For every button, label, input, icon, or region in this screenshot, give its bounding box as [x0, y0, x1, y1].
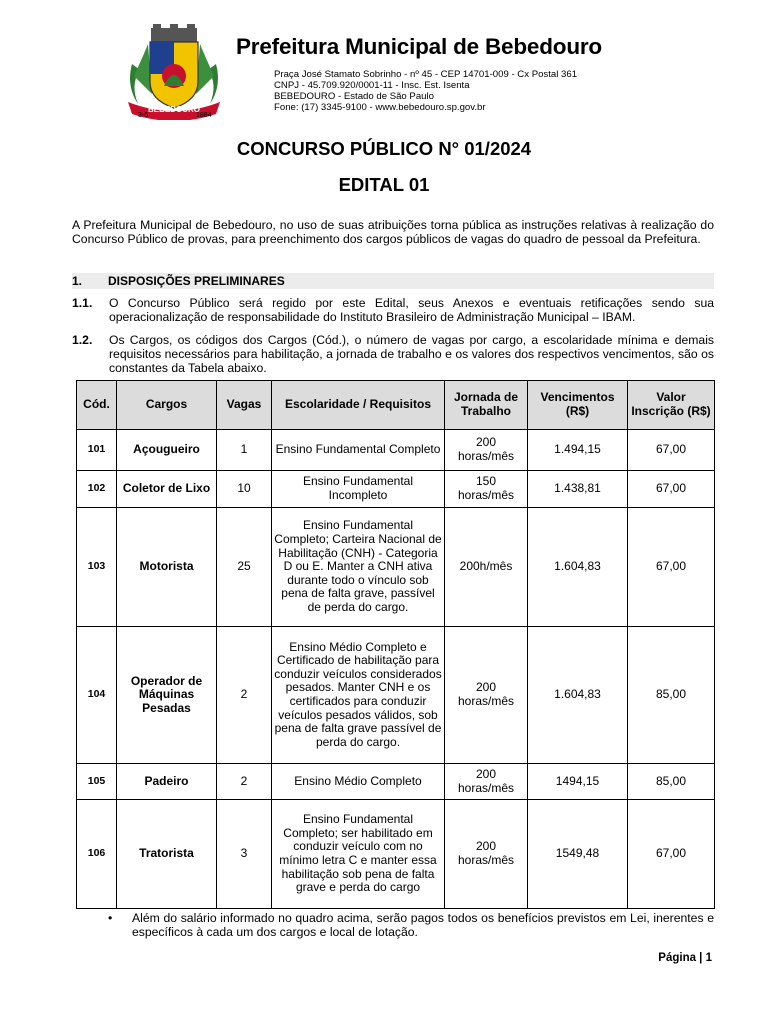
bullet-icon: •: [108, 911, 113, 925]
document-title: CONCURSO PÚBLICO N° 01/2024: [236, 138, 532, 159]
header-vencimentos: Vencimentos (R$): [528, 381, 628, 430]
cell-cod: 105: [77, 764, 117, 800]
positions-table: [76, 380, 715, 909]
cell-vagas: 3: [217, 800, 272, 909]
org-name: Prefeitura Municipal de Bebedouro: [236, 34, 602, 59]
cell-cargo: Açougueiro: [117, 430, 217, 471]
crest-right-date: 1884: [196, 112, 212, 119]
benefits-note: [108, 911, 714, 941]
cell-vagas: 10: [217, 471, 272, 508]
crest-left-date: 3-5: [138, 112, 149, 119]
cell-cod: 102: [77, 471, 117, 508]
cell-inscricao: 85,00: [628, 627, 715, 764]
cell-escolaridade: Ensino Fundamental Incompleto: [272, 471, 445, 508]
table-row: [77, 800, 715, 909]
cell-jornada: 200 horas/mês: [445, 764, 528, 800]
cell-vagas: 2: [217, 764, 272, 800]
cell-cargo: Operador de Máquinas Pesadas: [117, 627, 217, 764]
header-inscricao: Valor Inscrição (R$): [628, 381, 715, 430]
clause-text: O Concurso Público será regido por este Edital, seus Anexos e eventuais retificações sendo sua operacionalização de responsabilidade do Instituto Brasileiro de Administração Municipal – IBAM.: [109, 296, 714, 325]
crest-banner-text: BEBEDOURO: [147, 105, 201, 114]
header-vagas: Vagas: [217, 381, 272, 430]
cell-jornada: 200h/mês: [445, 508, 528, 627]
clause-1-1: [72, 296, 714, 326]
header-jornada: Jornada de Trabalho: [445, 381, 528, 430]
cell-inscricao: 67,00: [628, 508, 715, 627]
cell-vencimentos: 1.604,83: [528, 508, 628, 627]
cell-escolaridade: Ensino Médio Completo: [272, 764, 445, 800]
section-number: 1.: [72, 274, 83, 288]
cell-jornada: 200 horas/mês: [445, 627, 528, 764]
table-header-row: [77, 381, 715, 430]
cell-inscricao: 67,00: [628, 430, 715, 471]
cell-cargo: Coletor de Lixo: [117, 471, 217, 508]
clause-number: 1.1.: [72, 296, 93, 310]
clause-number: 1.2.: [72, 333, 93, 347]
cell-escolaridade: Ensino Fundamental Completo: [272, 430, 445, 471]
cell-vencimentos: 1.438,81: [528, 471, 628, 508]
cell-cod: 101: [77, 430, 117, 471]
cell-cod: 104: [77, 627, 117, 764]
cell-vencimentos: 1494,15: [528, 764, 628, 800]
cell-vencimentos: 1.604,83: [528, 627, 628, 764]
cell-cod: 106: [77, 800, 117, 909]
header-escolaridade: Escolaridade / Requisitos: [272, 381, 445, 430]
cell-cod: 103: [77, 508, 117, 627]
table-row: [77, 627, 715, 764]
cnpj-line: CNPJ - 45.709.920/0001-11 - Insc. Est. Isenta: [274, 80, 470, 91]
cell-vagas: 2: [217, 627, 272, 764]
cell-cargo: Padeiro: [117, 764, 217, 800]
cell-jornada: 200 horas/mês: [445, 800, 528, 909]
table-row: [77, 430, 715, 471]
cell-cargo: Tratorista: [117, 800, 217, 909]
benefits-text: Além do salário informado no quadro acima, serão pagos todos os benefícios previstos em Lei, inerentes e específicos à cada um dos cargos e local de lotação.: [132, 911, 714, 940]
cell-cargo: Motorista: [117, 508, 217, 627]
cell-vencimentos: 1.494,15: [528, 430, 628, 471]
cell-jornada: 200 horas/mês: [445, 430, 528, 471]
cell-inscricao: 85,00: [628, 764, 715, 800]
section-title: DISPOSIÇÕES PRELIMINARES: [108, 274, 285, 288]
cell-inscricao: 67,00: [628, 471, 715, 508]
contact-line: Fone: (17) 3345-9100 - www.bebedouro.sp.gov.br: [274, 102, 486, 113]
header-cod: Cód.: [77, 381, 117, 430]
table-row: [77, 764, 715, 800]
city-line: BEBEDOURO - Estado de São Paulo: [274, 91, 434, 102]
document-subtitle: EDITAL 01: [338, 174, 430, 195]
coat-of-arms-icon: [124, 24, 224, 120]
cell-escolaridade: Ensino Fundamental Completo; Carteira Nacional de Habilitação (CNH) - Categoria D ou E. Manter a CNH ativa durante todo o vínculo sob pena de falta grave, passível de perda do cargo.: [272, 508, 445, 627]
cell-vencimentos: 1549,48: [528, 800, 628, 909]
cell-inscricao: 67,00: [628, 800, 715, 909]
table-row: [77, 508, 715, 627]
header-cargos: Cargos: [117, 381, 217, 430]
cell-escolaridade: Ensino Fundamental Completo; ser habilitado em conduzir veículo com no mínimo letra C e manter essa habilitação sob pena de falta grave e perda do cargo: [272, 800, 445, 909]
cell-vagas: 25: [217, 508, 272, 627]
intro-paragraph: A Prefeitura Municipal de Bebedouro, no uso de suas atribuições torna pública as instruções relativas à realização do Concurso Público de provas, para preenchimento dos cargos públicos de vagas do quadro de pessoal da Prefeitura.: [72, 218, 714, 247]
table-row: [77, 471, 715, 508]
address-line: Praça José Stamato Sobrinho - nº 45 - CEP 14701-009 - Cx Postal 361: [274, 69, 578, 80]
page-number: Página | 1: [658, 952, 712, 964]
clause-text: Os Cargos, os códigos dos Cargos (Cód.), o número de vagas por cargo, a escolaridade mínima e demais requisitos necessários para habilitação, a jornada de trabalho e os valores dos respectivos vencimentos, são os constantes da Tabela abaixo.: [109, 333, 714, 376]
cell-escolaridade: Ensino Médio Completo e Certificado de habilitação para conduzir veículos considerados pesados. Manter CNH e os certificados para conduzir veículos pesados válidos, sob pena de falta grave passível de perda do cargo.: [272, 627, 445, 764]
section-heading: [72, 273, 714, 289]
letterhead: [124, 20, 644, 120]
cell-jornada: 150 horas/mês: [445, 471, 528, 508]
cell-vagas: 1: [217, 430, 272, 471]
clause-1-2: [72, 333, 714, 377]
